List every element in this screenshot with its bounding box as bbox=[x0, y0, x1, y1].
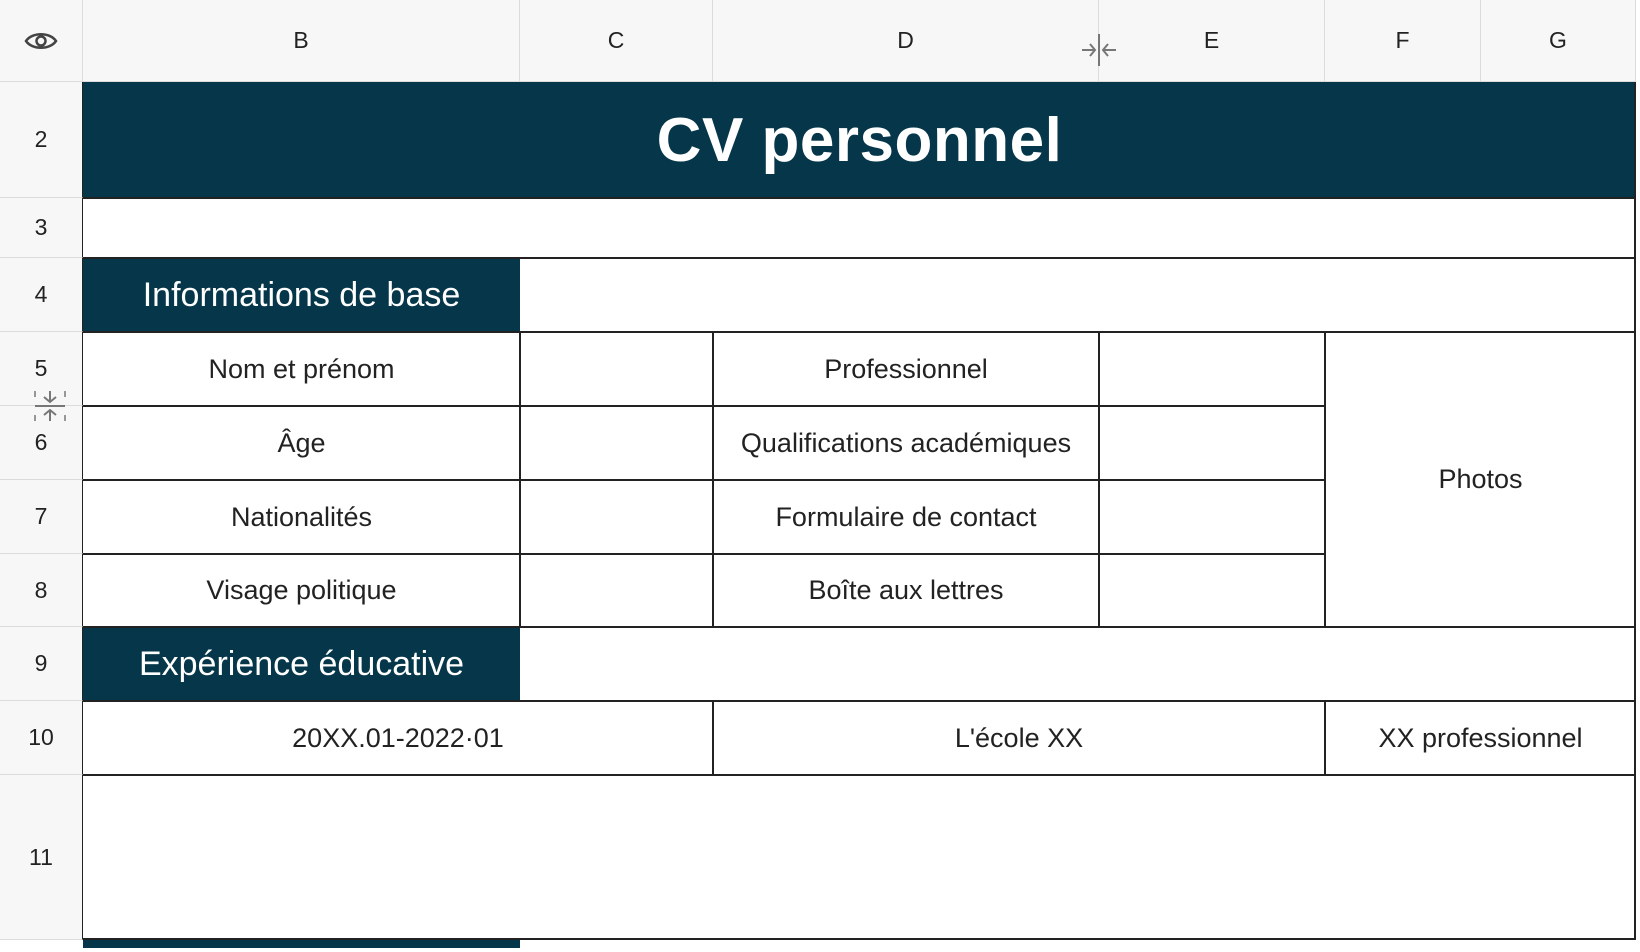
eye-icon[interactable] bbox=[24, 30, 58, 52]
education-school[interactable]: L'école XX bbox=[713, 701, 1325, 775]
grid-line bbox=[83, 479, 1325, 481]
grid-line bbox=[83, 331, 1636, 333]
photo-cell[interactable]: Photos bbox=[1325, 332, 1636, 627]
value-age[interactable] bbox=[520, 406, 713, 480]
select-all-corner[interactable] bbox=[0, 0, 83, 82]
grid-line bbox=[1324, 700, 1326, 775]
education-dates[interactable]: 20XX.01-2022·01 bbox=[83, 701, 713, 775]
grid-line bbox=[83, 553, 1325, 555]
value-name[interactable] bbox=[520, 332, 713, 406]
column-header-f[interactable]: F bbox=[1325, 0, 1481, 82]
value-professional[interactable] bbox=[1099, 332, 1325, 406]
value-contact[interactable] bbox=[1099, 480, 1325, 554]
label-contact[interactable]: Formulaire de contact bbox=[713, 480, 1099, 554]
grid-line bbox=[83, 626, 1636, 628]
label-age[interactable]: Âge bbox=[83, 406, 520, 480]
row-header-3[interactable]: 3 bbox=[0, 198, 83, 258]
label-professional[interactable]: Professionnel bbox=[713, 332, 1099, 406]
value-nationality[interactable] bbox=[520, 480, 713, 554]
grid-line bbox=[83, 257, 1636, 259]
value-political[interactable] bbox=[520, 554, 713, 627]
cv-title[interactable]: CV personnel bbox=[83, 82, 1636, 198]
grid-line bbox=[712, 700, 714, 775]
grid-line bbox=[519, 331, 521, 627]
column-header-c[interactable]: C bbox=[520, 0, 713, 82]
education-major[interactable]: XX professionnel bbox=[1325, 701, 1636, 775]
row-header-4[interactable]: 4 bbox=[0, 258, 83, 332]
label-mailbox[interactable]: Boîte aux lettres bbox=[713, 554, 1099, 627]
section-education-fill[interactable] bbox=[520, 627, 1636, 701]
row-header-11[interactable]: 11 bbox=[0, 775, 83, 940]
row-header-8[interactable]: 8 bbox=[0, 554, 83, 627]
grid-line bbox=[1324, 331, 1326, 627]
section-basic-info[interactable]: Informations de base bbox=[83, 258, 520, 332]
section-basic-info-fill[interactable] bbox=[520, 258, 1636, 332]
grid-line bbox=[1634, 82, 1636, 940]
next-section-header-partial bbox=[83, 940, 520, 948]
grid-line bbox=[1098, 331, 1100, 627]
label-nationality[interactable]: Nationalités bbox=[83, 480, 520, 554]
row-header-9[interactable]: 9 bbox=[0, 627, 83, 701]
grid-line bbox=[83, 774, 1636, 776]
row-header-7[interactable]: 7 bbox=[0, 480, 83, 554]
label-qualifications[interactable]: Qualifications académiques bbox=[713, 406, 1099, 480]
section-education[interactable]: Expérience éducative bbox=[83, 627, 520, 701]
row-header-2[interactable]: 2 bbox=[0, 82, 83, 198]
label-name[interactable]: Nom et prénom bbox=[83, 332, 520, 406]
column-header-d[interactable]: D bbox=[713, 0, 1099, 82]
column-header-e[interactable]: E bbox=[1099, 0, 1325, 82]
value-mailbox[interactable] bbox=[1099, 554, 1325, 627]
row-header-5[interactable]: 5 bbox=[0, 332, 83, 406]
column-resize-icon[interactable] bbox=[1080, 32, 1118, 68]
row-header-6[interactable]: 6 bbox=[0, 406, 83, 480]
row-header-10[interactable]: 10 bbox=[0, 701, 83, 775]
value-qualifications[interactable] bbox=[1099, 406, 1325, 480]
grid-line bbox=[83, 197, 1636, 199]
education-details[interactable] bbox=[83, 775, 1636, 940]
empty-row-3[interactable] bbox=[83, 198, 1636, 258]
grid-line bbox=[712, 331, 714, 627]
column-header-g[interactable]: G bbox=[1481, 0, 1636, 82]
grid-line bbox=[83, 405, 1325, 407]
grid-line bbox=[83, 700, 1636, 702]
row-resize-icon[interactable] bbox=[33, 389, 67, 423]
label-political[interactable]: Visage politique bbox=[83, 554, 520, 627]
column-header-b[interactable]: B bbox=[83, 0, 520, 82]
